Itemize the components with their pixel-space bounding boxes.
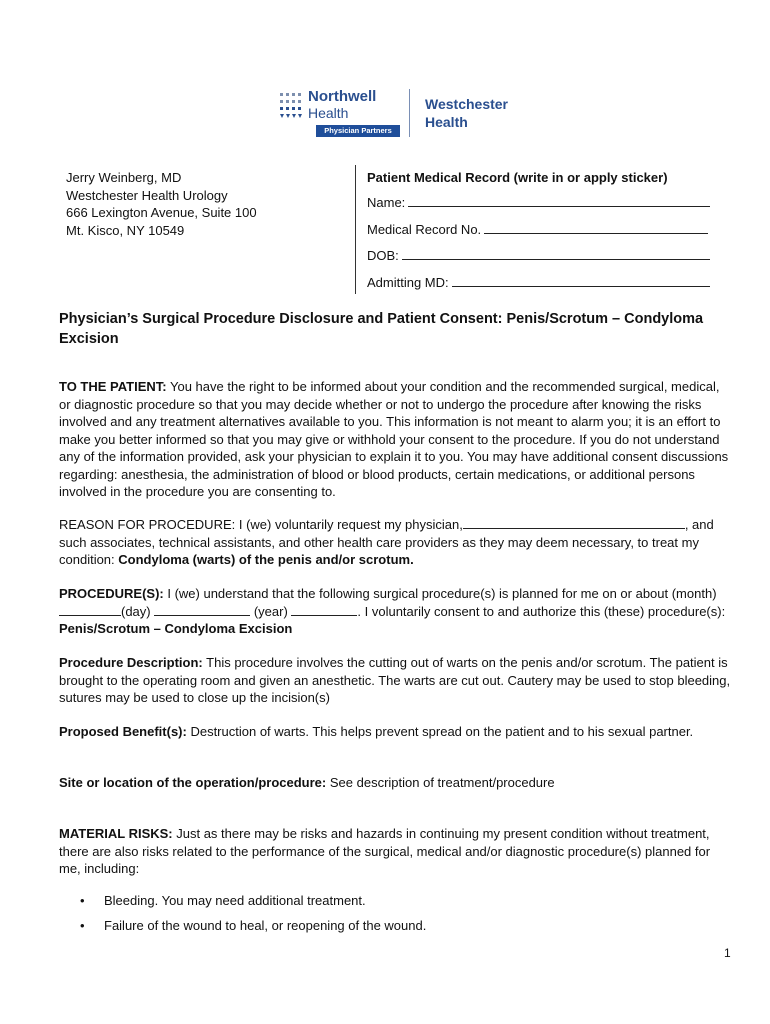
year-blank[interactable]	[291, 603, 357, 616]
description-paragraph: Procedure Description: This procedure involves the cutting out of warts on the penis and/or scrotum. The patient is brought to the operating room and given an anesthetic. The warts are cut out. Cautery may be used to stop bleeding, sutures may be used to close up the incision(s)	[59, 655, 731, 705]
month-blank[interactable]	[59, 603, 121, 616]
practice-name: Westchester Health Urology	[66, 187, 228, 203]
reason-paragraph: REASON FOR PROCEDURE: I (we) voluntarily request my physician, , and such associates, technical assistants, and other health care providers as they may deem necessary, to treat my condition: Condyloma (warts) of the penis and/or scrotum.	[59, 517, 714, 567]
risks-paragraph: MATERIAL RISKS: Just as there may be risks and hazards in continuing my present condition without treatment, there are also risks related to the performance of the surgical, medical and/or diagnostic procedure(s) planned for me, including:	[59, 826, 711, 876]
street-address: 666 Lexington Avenue, Suite 100	[66, 205, 257, 220]
procedures-paragraph: PROCEDURE(S): I (we) understand that the following surgical procedure(s) is planned for me on or about (month)(day) (year) . I voluntarily consent to and authorize this (these) procedure(s): Penis/Scrotum – Condyloma Excision	[59, 586, 726, 636]
page-title: Physician’s Surgical Procedure Disclosure and Patient Consent: Penis/Scrotum – Condyloma Excision	[59, 311, 704, 347]
logo	[278, 89, 518, 139]
site-paragraph: Site or location of the operation/procedure: See description of treatment/procedure	[59, 775, 555, 790]
page-number: 1	[724, 946, 731, 960]
northwell-wordmark: Northwell	[308, 88, 377, 105]
logo-divider	[409, 89, 410, 137]
westchester-wordmark: Westchester Health	[425, 96, 509, 130]
city-state-zip: Mt. Kisco, NY 10549	[66, 222, 185, 238]
northwell-dots-icon	[278, 91, 304, 121]
record-title: Patient Medical Record (write in or apply sticker)	[367, 170, 668, 185]
health-wordmark: Health	[308, 105, 349, 121]
risks-list	[78, 892, 718, 942]
bullet-icon: •	[80, 918, 85, 933]
list-item: • Failure of the wound to heal, or reopening of the wound.	[80, 918, 427, 933]
to-the-patient-paragraph: TO THE PATIENT: You have the right to be informed about your condition and the recommended surgical, medical, or diagnostic procedure so that you may decide whether or not to undergo the procedure after knowing the risks involved and any treatment alternatives available to you. This information is not meant to alarm you; it is an effort to make you better informed so that you may give or withhold your consent to the procedure. If you do not understand any of the information provided, ask your physician to explain it to you. You may have additional consent discussions regarding: anesthesia, the administration of blood or blood products, certain medications, or additional persons involved in the procedure you are consenting to.	[59, 379, 729, 499]
day-blank[interactable]	[154, 603, 250, 616]
bullet-icon: •	[80, 893, 85, 908]
physician-name: Jerry Weinberg, MD	[66, 170, 182, 185]
physician-partners-badge: Physician Partners	[316, 125, 400, 137]
name-field[interactable]: Name:	[367, 193, 710, 212]
list-item: • Bleeding. You may need additional treatment.	[80, 893, 366, 908]
admitting-md-field[interactable]: Admitting MD:	[367, 273, 710, 292]
physician-address	[66, 169, 257, 239]
record-divider	[355, 165, 356, 294]
physician-blank[interactable]	[463, 516, 685, 529]
dob-field[interactable]: DOB:	[367, 246, 710, 265]
medical-record-field[interactable]: Medical Record No.	[367, 220, 708, 239]
benefits-paragraph: Proposed Benefit(s): Destruction of warts. This helps prevent spread on the patient and to his sexual partner.	[59, 724, 694, 739]
